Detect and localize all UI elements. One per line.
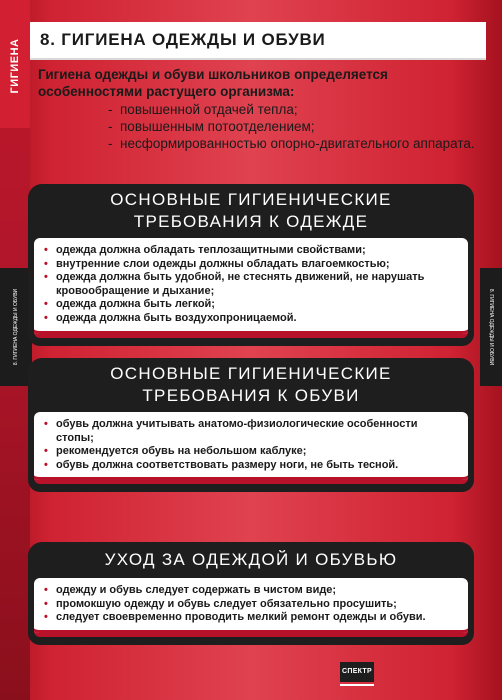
list-item <box>44 312 458 326</box>
intro-lead: Гигиена одежды и обуви школьников определяется особенностями растущего организма: <box>38 67 388 99</box>
bullet-icon: • <box>44 611 48 624</box>
dash-marker: - <box>108 136 113 151</box>
section-shoe-requirements <box>28 358 474 492</box>
section-body <box>28 238 474 346</box>
intro-block <box>38 66 478 152</box>
bullet-icon: • <box>44 458 48 471</box>
list-item <box>44 459 458 473</box>
list-item-text: обувь должна соответствовать размеру ноги, не быть тесной. <box>56 458 399 471</box>
list-item <box>44 445 458 459</box>
list-item-text: внутренние слои одежды должны обладать влагоемкостью; <box>56 257 390 270</box>
intro-item-text: повышенной отдачей тепла; <box>120 102 298 117</box>
list-item-text: одежда должна быть воздухопроницаемой. <box>56 311 297 324</box>
list-item-text: одежду и обувь следует содержать в чистом виде; <box>56 584 337 596</box>
section-clothing-requirements <box>28 184 474 346</box>
intro-item <box>108 101 478 118</box>
intro-item-text: несформированностью опорно-двигательного аппарата. <box>120 136 475 151</box>
section-body <box>28 578 474 645</box>
logo-underline <box>340 684 374 686</box>
bullet-icon: • <box>44 418 48 430</box>
section-card <box>34 238 468 338</box>
list-item-text: обувь должна учитывать анатомо-физиологические особенности стопы; <box>56 418 418 444</box>
intro-item-text: повышенным потоотделением; <box>120 119 315 134</box>
bullet-icon: • <box>44 445 48 458</box>
bullet-icon: • <box>44 597 48 610</box>
publisher-logo: СПЕКТР <box>340 662 374 682</box>
bullet-icon: • <box>44 311 48 324</box>
section-title-line2: ТРЕБОВАНИЯ К ОДЕЖДЕ <box>133 212 369 231</box>
section-title: УХОД ЗА ОДЕЖДОЙ И ОБУВЬЮ <box>104 550 398 569</box>
page-title: 8. ГИГИЕНА ОДЕЖДЫ И ОБУВИ <box>40 30 326 49</box>
section-care <box>28 542 474 645</box>
bullet-icon: • <box>44 584 48 596</box>
section-card <box>34 412 468 484</box>
bullet-icon: • <box>44 271 48 284</box>
list-item-text: следует своевременно проводить мелкий ремонт одежды и обуви. <box>56 611 426 624</box>
list-item-text: одежда должна обладать теплозащитными свойствами; <box>56 244 366 256</box>
side-label-left: 8. ГИГИЕНА ОДЕЖДЫ И ОБУВИ <box>13 288 19 366</box>
list-item <box>44 244 458 258</box>
dash-marker: - <box>108 119 113 134</box>
section-header <box>28 184 474 238</box>
list-item-text: рекомендуется обувь на небольшом каблуке; <box>56 445 307 458</box>
intro-item <box>108 135 478 152</box>
list-item-text: одежда должна быть удобной, не стеснять движений, не нарушать кровообращение и дыхание; <box>56 271 425 297</box>
section-body <box>28 412 474 492</box>
section-header <box>28 542 474 578</box>
bullet-icon: • <box>44 298 48 311</box>
side-band-right <box>480 268 502 386</box>
list-item-text: промокшую одежду и обувь следует обязательно просушить; <box>56 597 397 610</box>
list-item <box>44 598 458 612</box>
dash-marker: - <box>108 102 113 117</box>
requirements-list <box>44 244 458 326</box>
section-header <box>28 358 474 412</box>
section-title-line1: ОСНОВНЫЕ ГИГИЕНИЧЕСКИЕ <box>110 364 392 383</box>
bullet-icon: • <box>44 244 48 256</box>
list-item-text: одежда должна быть легкой; <box>56 298 215 311</box>
list-item <box>44 258 458 272</box>
intro-list <box>108 101 478 152</box>
spine-tab <box>0 0 30 128</box>
spine-tab-label: ГИГИЕНА <box>9 38 21 94</box>
list-item <box>44 271 458 298</box>
title-bar <box>30 22 486 60</box>
section-card <box>34 578 468 637</box>
section-title-line1: ОСНОВНЫЕ ГИГИЕНИЧЕСКИЕ <box>110 190 392 209</box>
list-item <box>44 298 458 312</box>
list-item <box>44 611 458 625</box>
footer <box>340 662 490 696</box>
care-list <box>44 584 458 625</box>
bullet-icon: • <box>44 257 48 270</box>
intro-item <box>108 118 478 135</box>
requirements-list <box>44 418 458 472</box>
list-item <box>44 418 458 445</box>
section-title-line2: ТРЕБОВАНИЯ К ОБУВИ <box>142 386 360 405</box>
side-label-right: 8. ГИГИЕНА ОДЕЖДЫ И ОБУВИ <box>488 288 494 366</box>
list-item <box>44 584 458 598</box>
